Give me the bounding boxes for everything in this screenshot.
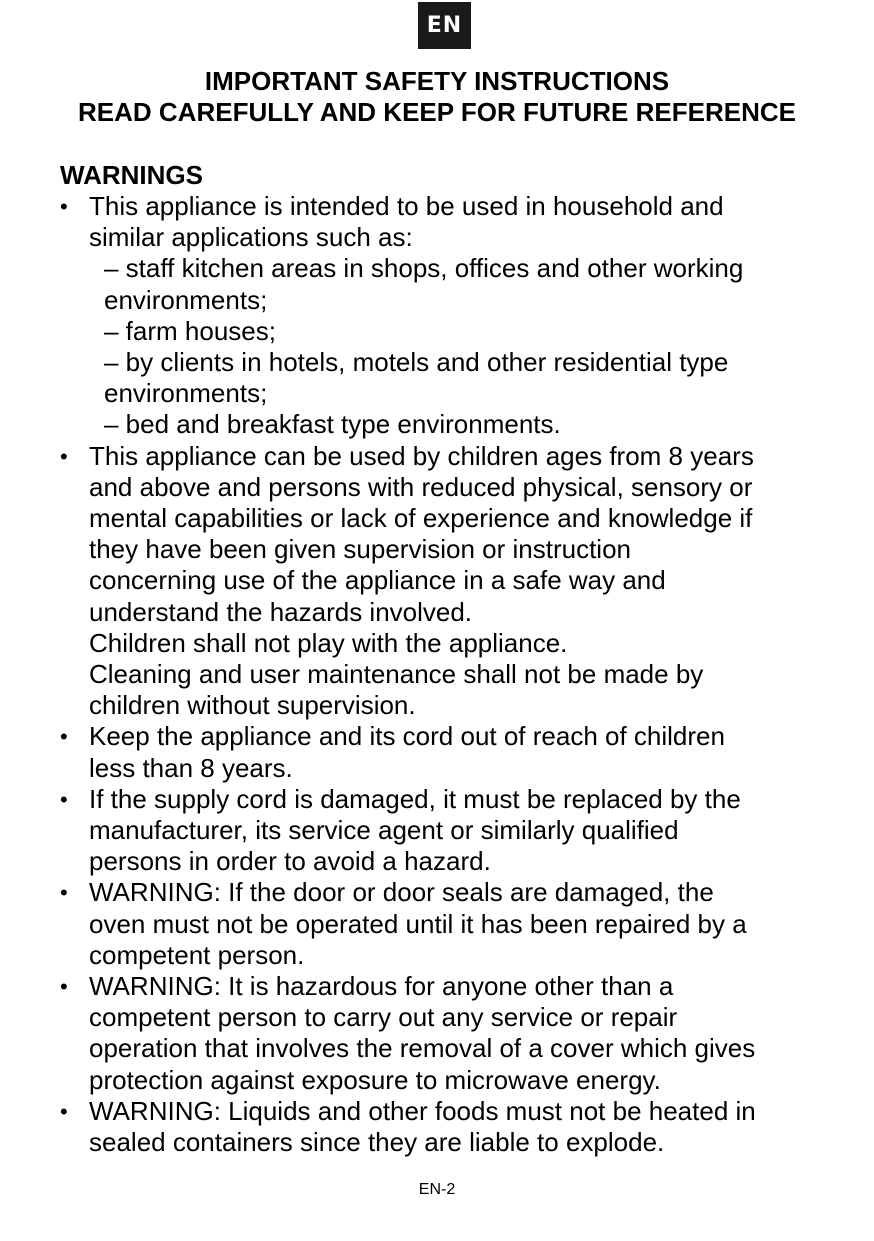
warning-item-cord-reach (60, 721, 840, 783)
sub-item-hotels-cont: environments; (104, 378, 268, 409)
title-important-safety-instructions: IMPORTANT SAFETY INSTRUCTIONS (204, 66, 670, 96)
sub-item-farm-houses: – farm houses; (104, 315, 276, 346)
warning-text-line: WARNING: It is hazardous for anyone other than a (89, 971, 674, 1002)
bullet-icon: • (60, 786, 68, 812)
warning-item-household-use (60, 191, 840, 441)
warning-text-line: manufacturer, its service agent or similarly qualified (89, 815, 679, 846)
warning-text-line: persons in order to avoid a hazard. (89, 846, 491, 877)
warning-text-line: This appliance is intended to be used in household and (89, 191, 724, 221)
warning-text-line: Cleaning and user maintenance shall not be made by (89, 659, 704, 690)
sub-item-hotels: – by clients in hotels, motels and other residential type (104, 347, 729, 378)
warning-text-line: competent person. (89, 939, 305, 970)
warning-text-line: operation that involves the removal of a cover which gives (89, 1033, 756, 1064)
warning-text-line: Keep the appliance and its cord out of reach of children (89, 721, 725, 752)
warnings-list (60, 191, 840, 1158)
bullet-icon: • (60, 724, 68, 750)
warning-text-line: competent person to carry out any service or repair (89, 1002, 678, 1033)
warning-text-line: Children shall not play with the appliance. (89, 627, 568, 658)
language-badge: EN (418, 2, 471, 49)
bullet-icon: • (60, 443, 68, 469)
warnings-content (60, 191, 840, 1158)
sub-item-staff-kitchen: – staff kitchen areas in shops, offices and other working (104, 253, 744, 284)
bullet-icon: • (60, 974, 68, 1000)
sub-item-staff-kitchen-cont: environments; (104, 284, 268, 315)
bullet-icon: • (60, 1098, 68, 1124)
page-number: EN-2 (418, 1181, 456, 1198)
warning-text-line: concerning use of the appliance in a safe way and (89, 565, 666, 596)
warning-item-service-repair (60, 971, 840, 1096)
warning-text-line: WARNING: Liquids and other foods must not be heated in (89, 1095, 756, 1126)
warning-text-line: understand the hazards involved. (89, 596, 473, 627)
section-title-warnings: WARNINGS (60, 160, 203, 190)
sub-item-bed-and-breakfast: – bed and breakfast type environments. (104, 409, 561, 440)
warning-text-line: oven must not be operated until it has been repaired by a (89, 908, 747, 939)
warning-text-line: This appliance can be used by children ages from 8 years (89, 440, 754, 471)
warning-text-line: similar applications such as: (89, 222, 413, 253)
bullet-icon: • (60, 880, 68, 906)
warning-item-sealed-containers (60, 1096, 840, 1158)
warning-text-line: they have been given supervision or instruction (89, 534, 631, 565)
warning-text-line: If the supply cord is damaged, it must be replaced by the (89, 783, 741, 814)
warning-item-children (60, 441, 840, 722)
warning-text-line: WARNING: If the door or door seals are damaged, the (89, 877, 714, 908)
warning-text-line: less than 8 years. (89, 752, 293, 783)
warning-text-line: and above and persons with reduced physical, sensory or (89, 471, 753, 502)
warning-item-supply-cord (60, 784, 840, 878)
warning-item-door-seals (60, 877, 840, 971)
bullet-icon: • (60, 194, 68, 219)
warning-text-line: children without supervision. (89, 690, 416, 721)
subtitle-read-carefully: READ CAREFULLY AND KEEP FOR FUTURE REFERENCE (78, 97, 796, 127)
warning-text-line: sealed containers since they are liable to explode. (89, 1127, 665, 1158)
warning-text-line: protection against exposure to microwave energy. (89, 1064, 661, 1095)
warning-text-line: mental capabilities or lack of experience and knowledge if (89, 503, 753, 534)
